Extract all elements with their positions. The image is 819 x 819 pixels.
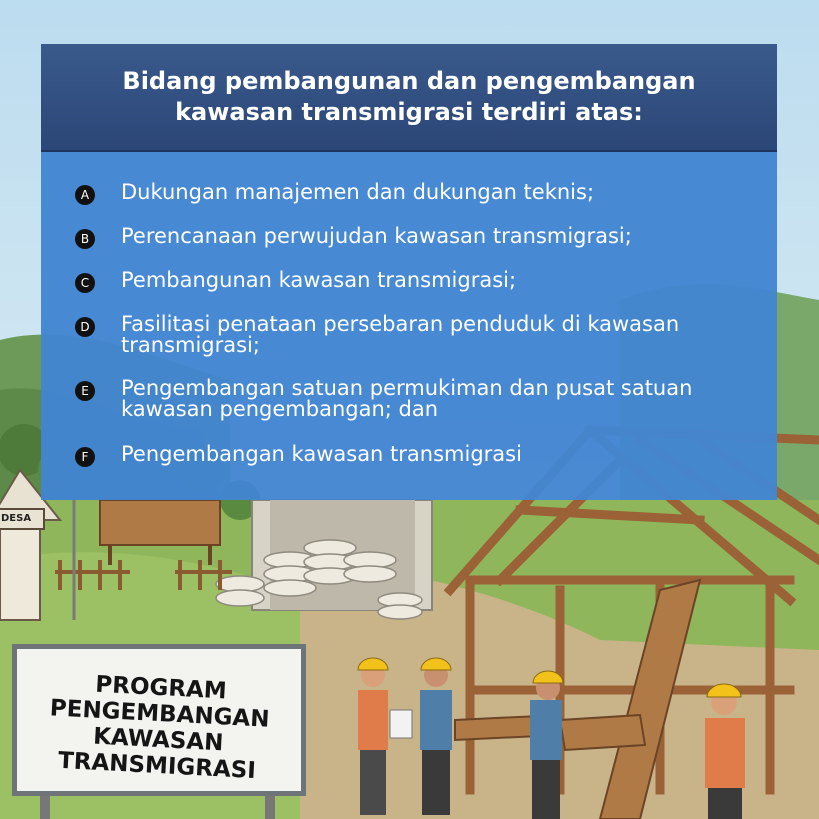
list-item: [75, 444, 757, 467]
item-text: Dukungan manajemen dan dukungan teknis;: [121, 180, 595, 204]
item-text: Pengembangan kawasan transmigrasi: [121, 442, 522, 466]
village-office-sign: DESA: [0, 508, 45, 530]
item-letter-badge: D: [75, 317, 95, 337]
item-text: Fasilitasi penataan persebaran penduduk di kawasan transmigrasi;: [121, 312, 680, 357]
program-sign-text: PROGRAM PENGEMBANGAN KAWASAN TRANSMIGRASI: [49, 671, 271, 785]
panel-title: Bidang pembangunan dan pengembangan kawasan transmigrasi terdiri atas:: [122, 67, 696, 126]
panel-header: [41, 44, 777, 152]
panel-list: [41, 152, 777, 500]
item-letter-badge: F: [75, 447, 95, 467]
item-letter-badge: A: [75, 185, 95, 205]
list-item: [75, 314, 757, 356]
item-letter-badge: B: [75, 229, 95, 249]
item-text: Pengembangan satuan permukiman dan pusat satuan kawasan pengembangan; dan: [121, 376, 693, 421]
info-panel: [41, 44, 777, 500]
item-text: Perencanaan perwujudan kawasan transmigrasi;: [121, 224, 632, 248]
program-sign: [12, 644, 306, 796]
item-text: Pembangunan kawasan transmigrasi;: [121, 268, 517, 292]
list-item: [75, 226, 757, 249]
item-letter-badge: C: [75, 273, 95, 293]
item-letter-badge: E: [75, 381, 95, 401]
list-item: [75, 182, 757, 205]
list-item: [75, 270, 757, 293]
list-item: [75, 378, 757, 420]
